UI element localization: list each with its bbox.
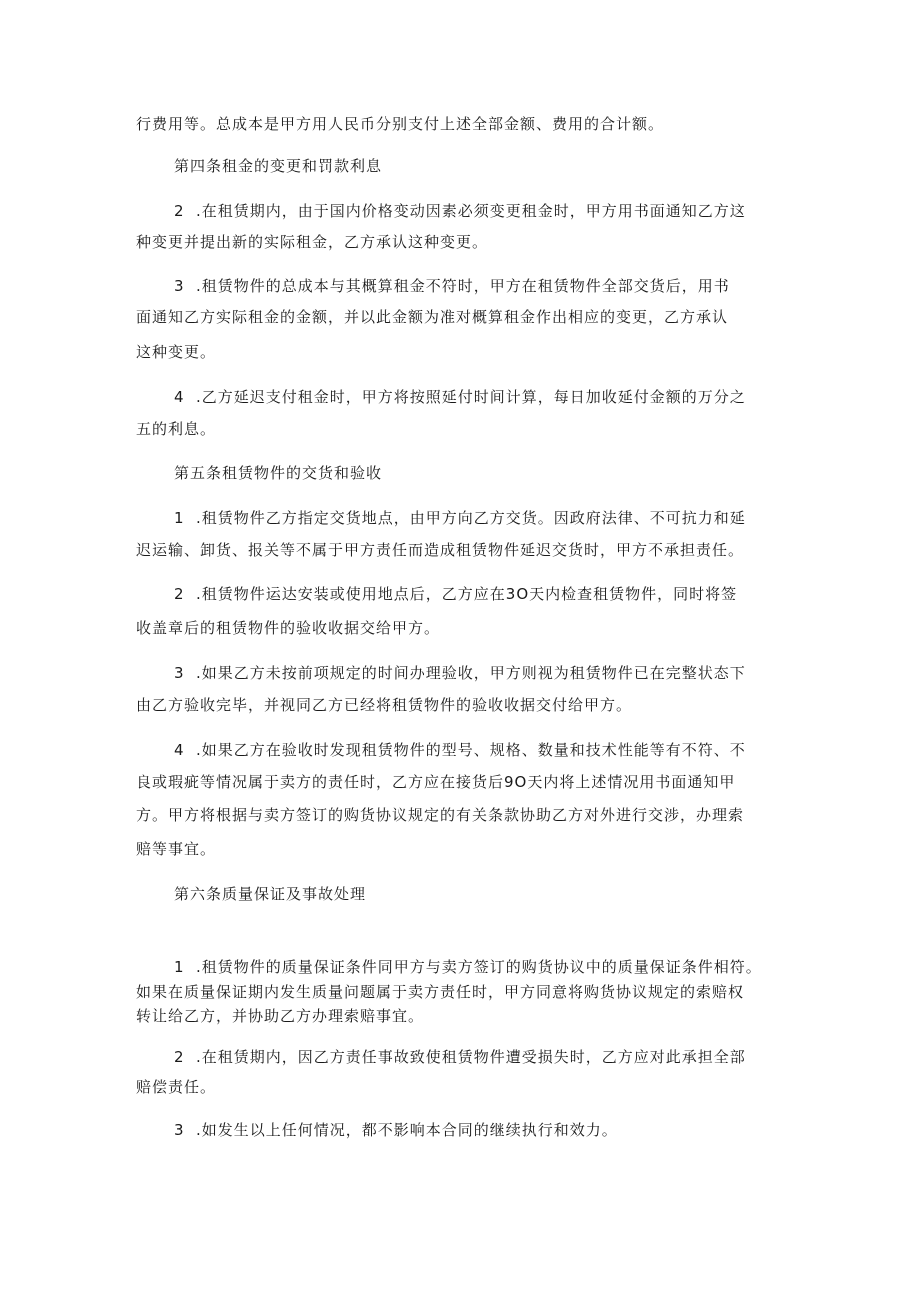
article6-heading: 第六条质量保证及事故处理 — [174, 885, 367, 903]
article4-item3-line1 — [174, 276, 730, 296]
article6-item1-line3: 转让给乙方，并协助乙方办理索赔事宜。 — [136, 1007, 425, 1025]
article6-item1-number: 1 — [174, 958, 185, 976]
article4-item2-text: .在租赁期内，由于国内价格变动因素必须变更租金时，甲方用书面通知乙方这 — [196, 202, 746, 220]
article4-item4-line1 — [174, 387, 746, 407]
article4-item3-text: .租赁物件的总成本与其概算租金不符时，甲方在租赁物件全部交货后，用书 — [196, 277, 730, 295]
article4-heading: 第四条租金的变更和罚款利息 — [174, 157, 383, 175]
article4-item2-line2: 种变更并提出新的实际租金，乙方承认这种变更。 — [136, 233, 489, 251]
article5-item1-line1 — [174, 508, 746, 528]
article6-item2-number: 2 — [174, 1048, 185, 1066]
article5-heading: 第五条租赁物件的交货和验收 — [174, 464, 383, 482]
article5-item1-text: .租赁物件乙方指定交货地点，由甲方向乙方交货。因政府法律、不可抗力和延 — [196, 509, 746, 527]
article5-item3-number: 3 — [174, 664, 185, 682]
article4-item4-number: 4 — [174, 388, 185, 406]
article5-item2-number: 2 — [174, 585, 185, 603]
article6-item3-text: .如发生以上任何情况，都不影响本合同的继续执行和效力。 — [196, 1121, 618, 1139]
article5-item4-line4: 赔等事宜。 — [136, 840, 217, 858]
article4-item3-number: 3 — [174, 277, 185, 295]
article6-item3-line1 — [174, 1120, 618, 1140]
article5-item4-line2: 良或瑕疵等情况属于卖方的责任时，乙方应在接货后9O天内将上述情况用书面通知甲 — [136, 773, 736, 791]
article5-item4-number: 4 — [174, 741, 185, 759]
article5-item1-number: 1 — [174, 509, 185, 527]
article5-item2-text: .租赁物件运达安装或使用地点后，乙方应在3O天内检查租赁物件，同时将签 — [196, 585, 738, 603]
intro-line: 行费用等。总成本是甲方用人民币分别支付上述全部金额、费用的合计额。 — [136, 115, 665, 133]
article5-item4-line1 — [174, 740, 746, 760]
article6-item2-text: .在租赁期内，因乙方责任事故致使租赁物件遭受损失时，乙方应对此承担全部 — [196, 1048, 746, 1066]
article5-item3-text: .如果乙方未按前项规定的时间办理验收，甲方则视为租赁物件已在完整状态下 — [196, 664, 746, 682]
article4-item3-line2: 面通知乙方实际租金的金额，并以此金额为准对概算租金作出相应的变更，乙方承认 — [136, 308, 729, 326]
article4-item4-text: .乙方延迟支付租金时，甲方将按照延付时间计算，每日加收延付金额的万分之 — [196, 388, 746, 406]
article5-item1-line2: 迟运输、卸货、报关等不属于甲方责任而造成租赁物件延迟交货时，甲方不承担责任。 — [136, 541, 745, 559]
article4-item3-line3: 这种变更。 — [136, 343, 217, 361]
article6-item1-line2: 如果在质量保证期内发生质量问题属于卖方责任时，甲方同意将购货协议规定的索赔权 — [136, 983, 745, 1001]
article5-item3-line1 — [174, 663, 746, 683]
article4-item2-number: 2 — [174, 202, 185, 220]
article6-item1-text: .租赁物件的质量保证条件同甲方与卖方签订的购货协议中的质量保证条件相符。 — [196, 958, 762, 976]
article6-item1-line1 — [174, 957, 762, 977]
article5-item4-line3: 方。甲方将根据与卖方签订的购货协议规定的有关条款协助乙方对外进行交涉，办理索 — [136, 806, 745, 824]
article6-item3-number: 3 — [174, 1121, 185, 1139]
article4-item4-line2: 五的利息。 — [136, 420, 217, 438]
article5-item4-text: .如果乙方在验收时发现租赁物件的型号、规格、数量和技术性能等有不符、不 — [196, 741, 746, 759]
article6-item2-line2: 赔偿责任。 — [136, 1078, 217, 1096]
article5-item3-line2: 由乙方验收完毕，并视同乙方已经将租赁物件的验收收据交付给甲方。 — [136, 696, 633, 714]
article5-item2-line1 — [174, 584, 737, 604]
article6-item2-line1 — [174, 1047, 746, 1067]
article5-item2-line2: 收盖章后的租赁物件的验收收据交给甲方。 — [136, 619, 441, 637]
article4-item2-line1 — [174, 201, 746, 221]
